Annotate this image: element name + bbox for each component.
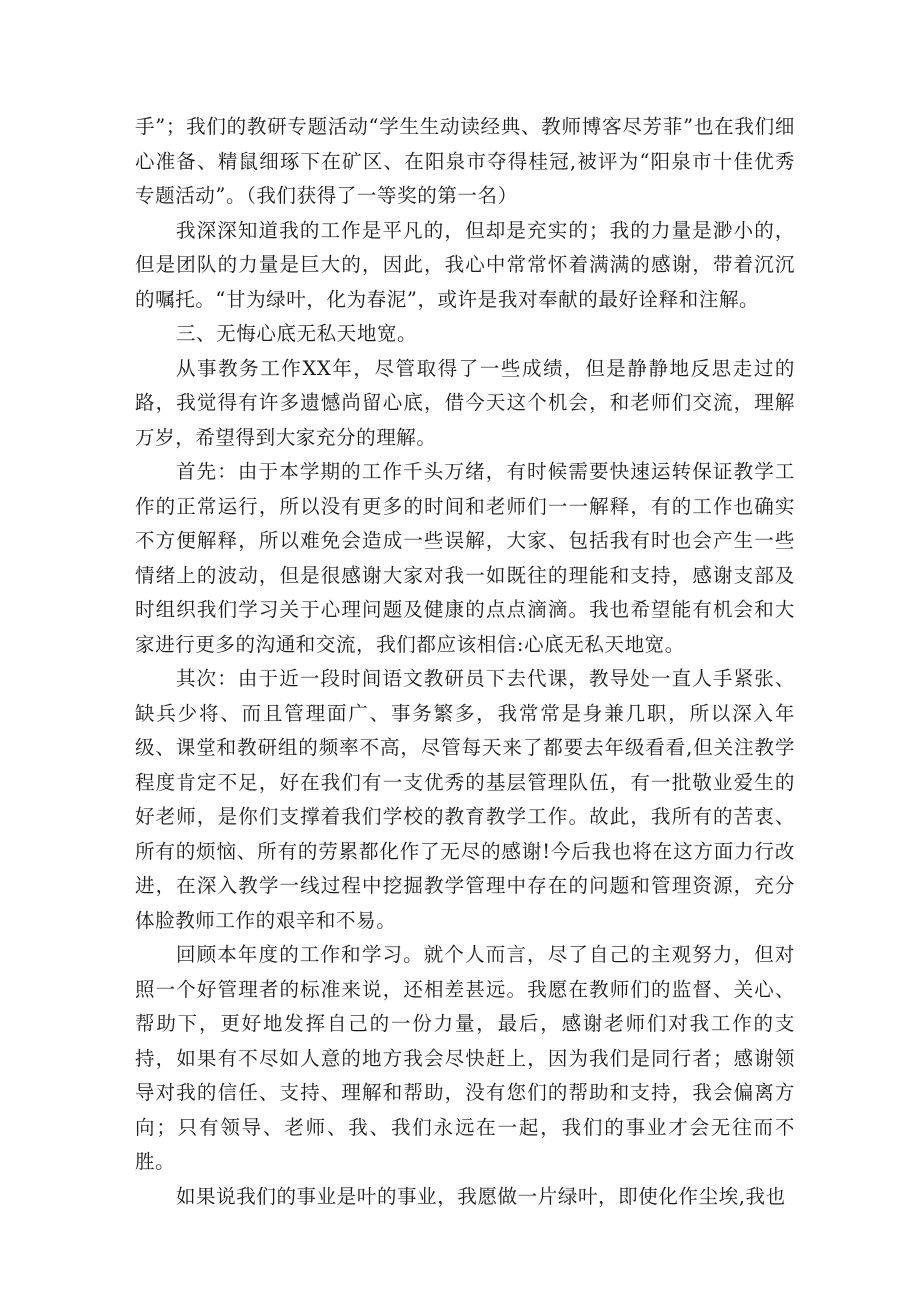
paragraph-3: 从事教务工作XX年，尽管取得了一些成绩，但是静静地反思走过的路，我觉得有许多遗憾尚留心底，借今天这个机会，和老师们交流，理解万岁，希望得到大家充分的理解。 [135,356,795,449]
paragraph-1: 手”；我们的教研专题活动“学生生动读经典、教师博客尽芳菲”也在我们细心准备、精鼠细琢下在矿区、在阳泉市夺得桂冠,被评为“阳泉市十佳优秀专题活动”。（我们获得了一等奖的第一名） [135,115,795,207]
paragraph-7: 如果说我们的事业是叶的事业，我愿做一片绿叶，即使化作尘埃,我也 [175,1184,786,1208]
paragraph-2: 我深深知道我的工作是平凡的，但却是充实的；我的力量是渺小的，但是团队的力量是巨大的，因此，我心中常常怀着满满的感谢，带着沉沉的嘱托。“甘为绿叶，化为春泥”，或许是我对奉献的最好诠释和注解。 [135,218,795,311]
paragraph-5: 其次：由于近一段时间语文教研员下去代课，教导处一直人手紧张、缺兵少将、而且管理面广、事务繁多，我常常是身兼几职，所以深入年级、课堂和教研组的频率不高，尽管每天来了都要去年级看看,但关注教学程度肯定不足，好在我们有一支优秀的基层管理队伍，有一批敬业爱生的好老师，是你们支撑着我们学校的教育教学工作。故此，我所有的苦衷、所有的烦恼、所有的劳累都化作了无尽的感谢!今后我也将在这方面力行改进，在深入教学一线过程中挖掘教学管理中存在的问题和管理资源，充分体脸教师工作的艰辛和不易。 [135,667,795,932]
paragraph-4: 首先：由于本学期的工作千头万绪，有时候需要快速运转保证教学工作的正常运行，所以没有更多的时间和老师们一一解释，有的工作也确实不方便解释，所以难免会造成一些误解，大家、包括我有时也会产生一些情绪上的波动，但是很感谢大家对我一如既往的理能和支持，感谢支部及时组织我们学习关于心理问题及健康的点点滴滴。我也希望能有机会和大家进行更多的沟通和交流，我们都应该相信:心底无私天地宽。 [135,460,795,656]
section-heading: 三、无悔心底无私天地宽。 [175,322,418,345]
paragraph-6: 回顾本年度的工作和学习。就个人而言，尽了自己的主观努力，但对照一个好管理者的标准来说，还相差甚远。我愿在教师们的监督、关心、帮助下，更好地发挥自己的一份力量，最后，感谢老师们对我工作的支持，如果有不尽如人意的地方我会尽快赶上，因为我们是同行者；感谢领导对我的信任、支持、理解和帮助，没有您们的帮助和支持，我会偏离方向；只有领导、老师、我、我们永远在一起，我们的事业才会无往而不胜。 [135,943,795,1173]
document-body [135,110,795,1214]
